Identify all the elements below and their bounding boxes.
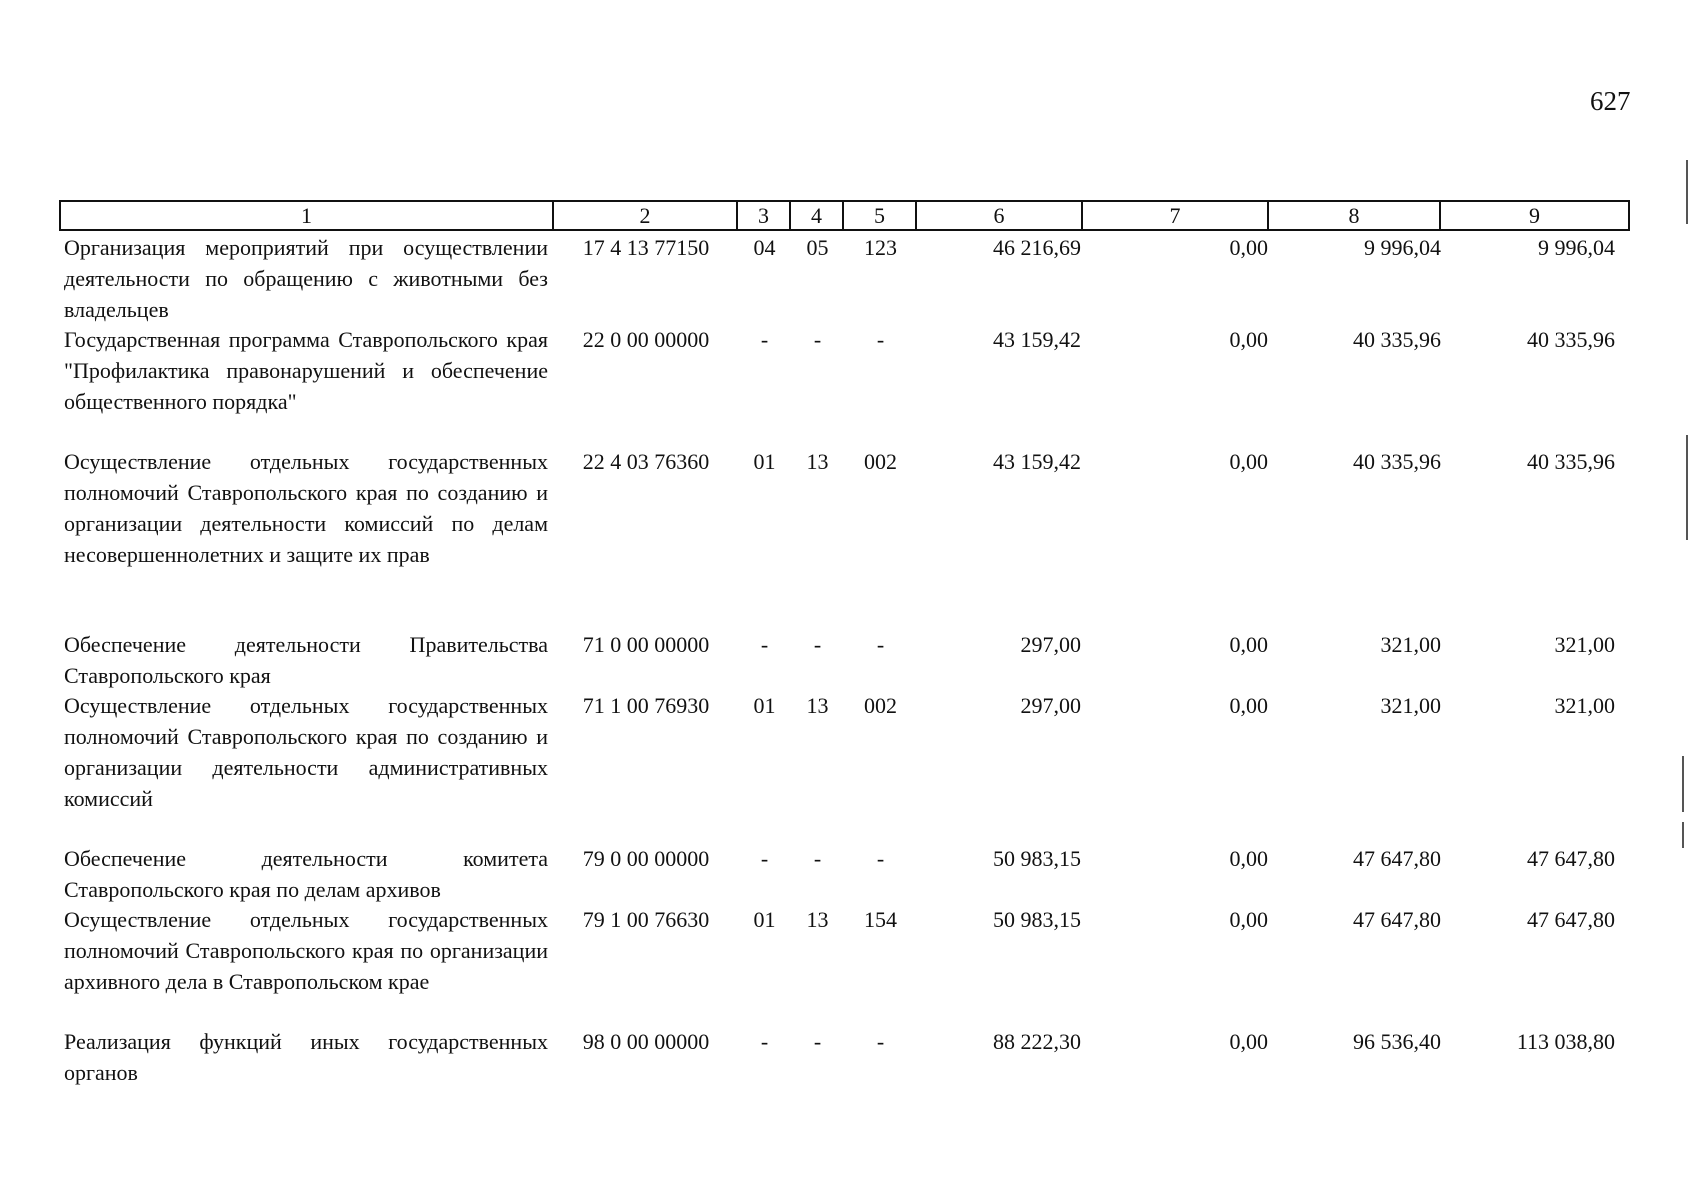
- table-row: [59, 1026, 1630, 1088]
- row-col-4: 13: [806, 449, 829, 474]
- row-value-8: 321,00: [1380, 693, 1441, 718]
- scan-edge-mark: [1682, 822, 1684, 848]
- row-col-5: -: [876, 632, 885, 657]
- table-row: [59, 904, 1630, 997]
- table-row: [59, 232, 1630, 325]
- table-row: [59, 843, 1630, 905]
- row-value-9: 40 335,96: [1527, 327, 1615, 352]
- row-col-4: -: [813, 632, 822, 657]
- row-value-7: 0,00: [1229, 449, 1268, 474]
- table-row: [59, 324, 1630, 417]
- row-name: Обеспечение деятельности комитета Ставропольского края по делам архивов: [64, 846, 548, 902]
- row-col-5: 002: [864, 693, 897, 718]
- row-code: 79 1 00 76630: [582, 907, 710, 932]
- scan-edge-mark: [1686, 160, 1688, 224]
- row-name: Осуществление отдельных государственных полномочий Ставропольского края по организации архивного дела в Ставропольском крае: [64, 907, 548, 994]
- table-row: [59, 446, 1630, 570]
- row-value-7: 0,00: [1229, 693, 1268, 718]
- row-value-9: 40 335,96: [1527, 449, 1615, 474]
- row-value-6: 50 983,15: [993, 846, 1081, 871]
- row-code: 79 0 00 00000: [582, 846, 710, 871]
- row-value-6: 88 222,30: [993, 1029, 1081, 1054]
- row-code: 22 0 00 00000: [582, 327, 710, 352]
- row-code: 22 4 03 76360: [582, 449, 710, 474]
- row-col-5: -: [876, 1029, 885, 1054]
- row-col-3: -: [760, 327, 769, 352]
- row-name: Осуществление отдельных государственных полномочий Ставропольского края по созданию и организации деятельности административных комиссий: [64, 693, 548, 811]
- header-col-1: 1: [61, 202, 554, 229]
- row-value-8: 96 536,40: [1353, 1029, 1441, 1054]
- row-col-5: 002: [864, 449, 897, 474]
- row-value-7: 0,00: [1229, 1029, 1268, 1054]
- header-col-4: 4: [791, 202, 844, 229]
- row-col-4: 13: [806, 907, 829, 932]
- row-value-8: 9 996,04: [1364, 235, 1441, 260]
- header-col-3: 3: [738, 202, 791, 229]
- scan-edge-mark: [1686, 435, 1688, 540]
- row-value-6: 46 216,69: [993, 235, 1081, 260]
- header-col-7: 7: [1083, 202, 1269, 229]
- row-value-6: 43 159,42: [993, 327, 1081, 352]
- row-col-3: -: [760, 846, 769, 871]
- scan-edge-mark: [1682, 756, 1684, 812]
- row-value-8: 321,00: [1380, 632, 1441, 657]
- row-value-8: 47 647,80: [1353, 846, 1441, 871]
- row-value-9: 321,00: [1554, 632, 1615, 657]
- header-col-2: 2: [554, 202, 738, 229]
- row-value-8: 40 335,96: [1353, 327, 1441, 352]
- row-col-4: 05: [806, 235, 829, 260]
- row-name: Организация мероприятий при осуществлении деятельности по обращению с животными без владельцев: [64, 235, 548, 322]
- row-col-5: -: [876, 327, 885, 352]
- row-code: 71 0 00 00000: [582, 632, 710, 657]
- row-value-6: 50 983,15: [993, 907, 1081, 932]
- row-value-8: 40 335,96: [1353, 449, 1441, 474]
- row-name: Государственная программа Ставропольского края "Профилактика правонарушений и обеспечение общественного порядка": [64, 327, 548, 414]
- header-col-8: 8: [1269, 202, 1441, 229]
- row-name: Осуществление отдельных государственных полномочий Ставропольского края по созданию и организации деятельности комиссий по делам несовершеннолетних и защите их прав: [64, 449, 548, 567]
- row-value-7: 0,00: [1229, 907, 1268, 932]
- header-col-6: 6: [917, 202, 1083, 229]
- row-value-9: 9 996,04: [1538, 235, 1615, 260]
- row-col-3: -: [760, 632, 769, 657]
- page-number: 627: [1590, 86, 1631, 116]
- row-col-4: -: [813, 327, 822, 352]
- table-header: [59, 200, 1630, 231]
- table-row: [59, 629, 1630, 691]
- row-value-9: 321,00: [1554, 693, 1615, 718]
- row-value-7: 0,00: [1229, 632, 1268, 657]
- row-value-7: 0,00: [1229, 327, 1268, 352]
- row-value-6: 297,00: [1020, 693, 1081, 718]
- row-value-7: 0,00: [1229, 846, 1268, 871]
- row-code: 17 4 13 77150: [582, 235, 710, 260]
- row-name: Обеспечение деятельности Правительства Ставропольского края: [64, 632, 548, 688]
- row-value-9: 47 647,80: [1527, 846, 1615, 871]
- row-col-5: -: [876, 846, 885, 871]
- row-value-8: 47 647,80: [1353, 907, 1441, 932]
- row-code: 98 0 00 00000: [582, 1029, 710, 1054]
- row-col-4: -: [813, 1029, 822, 1054]
- row-col-4: 13: [806, 693, 829, 718]
- row-value-7: 0,00: [1229, 235, 1268, 260]
- row-code: 71 1 00 76930: [582, 693, 710, 718]
- row-col-3: 01: [753, 449, 776, 474]
- row-col-3: 01: [753, 907, 776, 932]
- row-col-5: 154: [864, 907, 897, 932]
- table-row: [59, 690, 1630, 814]
- row-value-6: 297,00: [1020, 632, 1081, 657]
- row-value-9: 47 647,80: [1527, 907, 1615, 932]
- row-col-3: 04: [753, 235, 776, 260]
- row-col-5: 123: [864, 235, 897, 260]
- row-col-3: 01: [753, 693, 776, 718]
- row-value-6: 43 159,42: [993, 449, 1081, 474]
- row-col-4: -: [813, 846, 822, 871]
- header-col-5: 5: [844, 202, 917, 229]
- row-value-9: 113 038,80: [1516, 1029, 1615, 1054]
- row-name: Реализация функций иных государственных органов: [64, 1029, 548, 1085]
- row-col-3: -: [760, 1029, 769, 1054]
- header-col-9: 9: [1529, 203, 1540, 228]
